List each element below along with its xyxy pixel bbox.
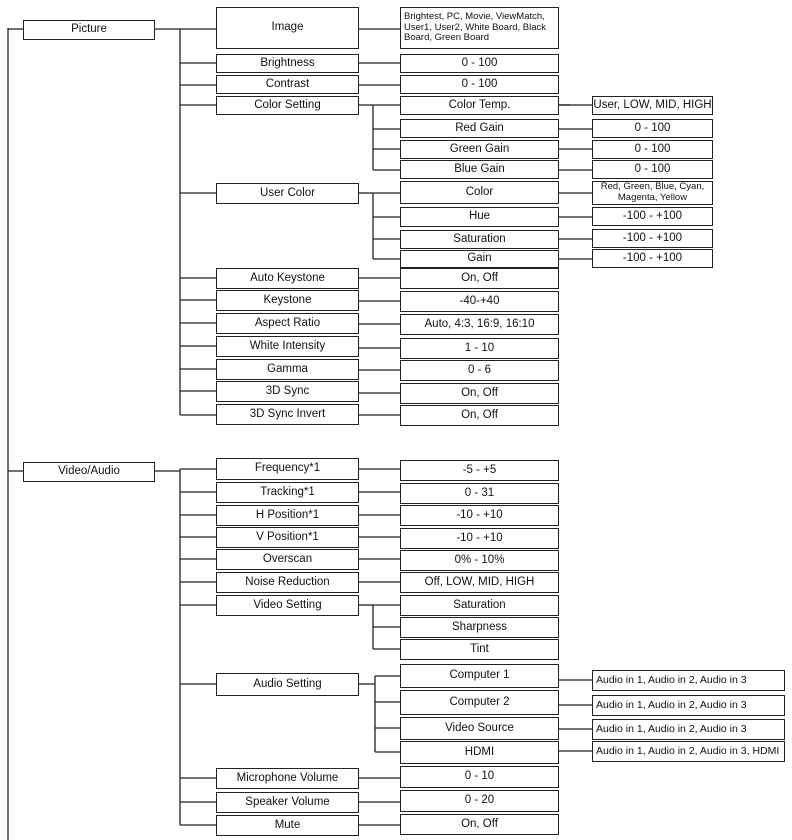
item-aspect-ratio: Aspect Ratio xyxy=(216,313,359,334)
value-noise-reduction: Off, LOW, MID, HIGH xyxy=(400,572,559,593)
sub-red-gain: Red Gain xyxy=(400,119,559,138)
value-computer-2: Audio in 1, Audio in 2, Audio in 3 xyxy=(592,695,785,716)
value-computer-1: Audio in 1, Audio in 2, Audio in 3 xyxy=(592,670,785,691)
item-noise-reduction: Noise Reduction xyxy=(216,572,359,593)
value-green-gain: 0 - 100 xyxy=(592,140,713,159)
value-speaker-volume: 0 - 20 xyxy=(400,790,559,812)
sub-green-gain: Green Gain xyxy=(400,140,559,159)
sub-blue-gain: Blue Gain xyxy=(400,160,559,179)
item-video-setting: Video Setting xyxy=(216,595,359,616)
value-hdmi: Audio in 1, Audio in 2, Audio in 3, HDMI xyxy=(592,741,785,762)
item-overscan: Overscan xyxy=(216,549,359,570)
item-contrast: Contrast xyxy=(216,75,359,94)
item-3d-sync: 3D Sync xyxy=(216,381,359,402)
sub-color-temp: Color Temp. xyxy=(400,96,559,115)
value-auto-keystone: On, Off xyxy=(400,268,559,289)
sub-gain: Gain xyxy=(400,250,559,268)
value-keystone: -40-+40 xyxy=(400,291,559,312)
value-3d-sync-invert: On, Off xyxy=(400,405,559,426)
item-brightness: Brightness xyxy=(216,54,359,73)
value-tracking: 0 - 31 xyxy=(400,483,559,504)
value-color-temp: User, LOW, MID, HIGH xyxy=(592,96,713,115)
item-gamma: Gamma xyxy=(216,359,359,380)
sub-sharpness: Sharpness xyxy=(400,617,559,638)
sub-tint: Tint xyxy=(400,639,559,660)
sub-hdmi: HDMI xyxy=(400,741,559,764)
sub-saturation: Saturation xyxy=(400,230,559,249)
sub-video-source: Video Source xyxy=(400,717,559,740)
value-h-position: -10 - +10 xyxy=(400,505,559,526)
value-red-gain: 0 - 100 xyxy=(592,119,713,138)
item-speaker-volume: Speaker Volume xyxy=(216,792,359,813)
item-audio-setting: Audio Setting xyxy=(216,673,359,696)
value-aspect-ratio: Auto, 4:3, 16:9, 16:10 xyxy=(400,314,559,335)
value-contrast: 0 - 100 xyxy=(400,75,559,94)
value-color: Red, Green, Blue, Cyan, Magenta, Yellow xyxy=(592,181,713,205)
value-gain: -100 - +100 xyxy=(592,249,713,268)
value-saturation: -100 - +100 xyxy=(592,229,713,248)
item-auto-keystone: Auto Keystone xyxy=(216,268,359,289)
item-microphone-volume: Microphone Volume xyxy=(216,768,359,789)
menu-picture: Picture xyxy=(23,20,155,40)
value-video-source: Audio in 1, Audio in 2, Audio in 3 xyxy=(592,719,785,740)
sub-video-saturation: Saturation xyxy=(400,595,559,616)
value-gamma: 0 - 6 xyxy=(400,360,559,381)
value-brightness: 0 - 100 xyxy=(400,54,559,73)
item-v-position: V Position*1 xyxy=(216,527,359,548)
value-frequency: -5 - +5 xyxy=(400,460,559,481)
value-blue-gain: 0 - 100 xyxy=(592,160,713,179)
value-hue: -100 - +100 xyxy=(592,207,713,226)
item-keystone: Keystone xyxy=(216,290,359,311)
item-mute: Mute xyxy=(216,815,359,836)
item-image: Image xyxy=(216,7,359,49)
value-mute: On, Off xyxy=(400,814,559,835)
sub-computer-1: Computer 1 xyxy=(400,664,559,688)
item-white-intensity: White Intensity xyxy=(216,336,359,357)
value-3d-sync: On, Off xyxy=(400,383,559,404)
item-user-color: User Color xyxy=(216,183,359,204)
sub-color: Color xyxy=(400,181,559,204)
sub-hue: Hue xyxy=(400,207,559,227)
value-image: Brightest, PC, Movie, ViewMatch, User1, User2, White Board, Black Board, Green Board xyxy=(400,7,559,49)
item-frequency: Frequency*1 xyxy=(216,458,359,480)
value-overscan: 0% - 10% xyxy=(400,550,559,571)
value-microphone-volume: 0 - 10 xyxy=(400,766,559,788)
item-color-setting: Color Setting xyxy=(216,96,359,115)
sub-computer-2: Computer 2 xyxy=(400,690,559,715)
menu-video-audio: Video/Audio xyxy=(23,462,155,482)
value-white-intensity: 1 - 10 xyxy=(400,338,559,359)
value-v-position: -10 - +10 xyxy=(400,528,559,549)
item-3d-sync-invert: 3D Sync Invert xyxy=(216,404,359,425)
item-tracking: Tracking*1 xyxy=(216,482,359,503)
item-h-position: H Position*1 xyxy=(216,505,359,526)
